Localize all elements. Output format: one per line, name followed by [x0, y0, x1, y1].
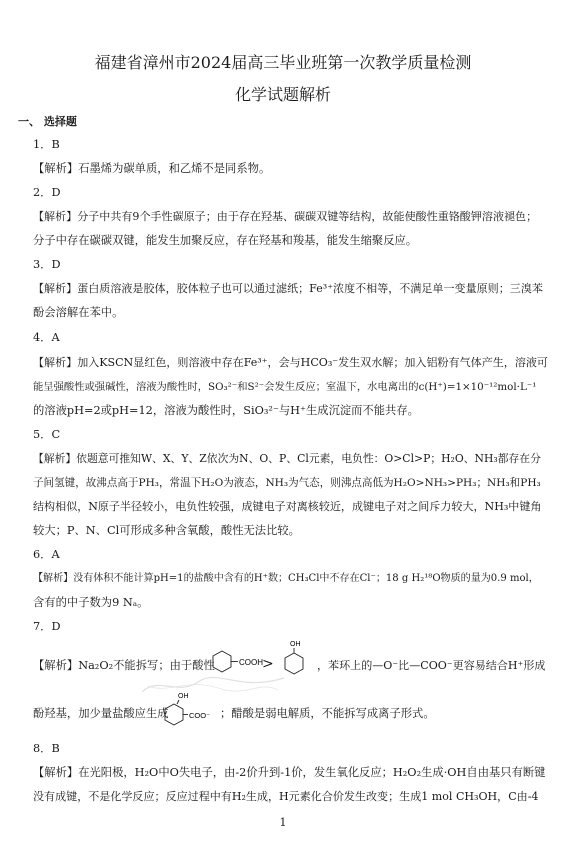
analysis-line: 【解析】加入KSCN显红色，则溶液中存在Fe³⁺，会与HCO₃⁻发生双水解；加入铝粉有气体产生，溶液可	[33, 356, 548, 369]
analysis-line: 【解析】分子中共有9个手性碳原子；由于存在羟基、碳碳双键等结构，故能使酸性重铬酸钾溶液褪色；	[33, 210, 538, 223]
analysis-line: ，苯环上的—O⁻比—COO⁻更容易结合H⁺形成	[317, 659, 546, 672]
analysis-line: 【解析】石墨烯为碳单质，和乙烯不是同系物。	[33, 162, 271, 175]
analysis-line: 酚会溶解在苯中。	[33, 306, 124, 319]
analysis-line: 没有成键，不是化学反应；反应过程中有H₂生成，H元素化合价发生改变；生成1 mol CH₃OH，C由-4	[33, 790, 539, 803]
answer-8: 8．B	[33, 742, 60, 755]
answer-5: 5．C	[33, 428, 61, 441]
coo-label: COO⁻	[189, 711, 211, 720]
analysis-line: 【解析】蛋白质溶液是胶体，胶体粒子也可以通过滤纸；Fe³⁺浓度不相等，不满足单一变量原则；三溴苯	[33, 282, 543, 295]
analysis-line: 含有的中子数为9 Nₐ。	[33, 596, 149, 609]
oh-label: OH	[178, 693, 189, 700]
analysis-line: 分子中存在碳碳双键，能发生加聚反应，存在羟基和羧基，能发生缩聚反应。	[33, 234, 418, 247]
analysis-line: 较大；P、N、Cl可形成多种含氧酸，酸性无法比较。	[33, 524, 300, 537]
cooh-label: COOH	[239, 658, 263, 667]
analysis-line: 【解析】Na₂O₂不能拆写；由于酸性	[33, 659, 215, 672]
analysis-line: 结构相似，N原子半径较小，电负性较强，成键电子对离核较近，成键电子对之间斥力较大，NH₃中键角	[33, 500, 542, 513]
analysis-line: 能呈强酸性或强碱性，溶液为酸性时，SO₃²⁻和S²⁻会发生反应；室温下，水电离出的c(H⁺)=1×10⁻¹²mol·L⁻¹	[33, 381, 537, 393]
section-heading: 一、 选择题	[18, 115, 77, 128]
oh-label: OH	[290, 641, 301, 648]
greater-than: >	[262, 656, 274, 672]
answer-3: 3．D	[33, 258, 61, 271]
watermark-stamp	[138, 672, 288, 698]
analysis-line: 【解析】没有体积不能计算pH=1的盐酸中含有的H⁺数；CH₃Cl中不存在Cl⁻；18 g H₂¹⁸O物质的量为0.9 mol，	[33, 573, 539, 584]
answer-6: 6．A	[33, 548, 60, 561]
answer-4: 4．A	[33, 331, 60, 344]
answer-1: 1．B	[33, 138, 60, 151]
answer-2: 2．D	[33, 186, 61, 199]
analysis-line: 酚羟基，加少量盐酸应生成	[33, 707, 169, 720]
answer-7: 7．D	[33, 620, 61, 633]
analysis-line: 的溶液pH=2或pH=12，溶液为酸性时，SiO₃²⁻与H⁺生成沉淀而不能共存。	[33, 404, 419, 417]
analysis-line: 【解析】在光阳极，H₂O中O失电子，由-2价升到-1价，发生氧化反应；H₂O₂生成·OH自由基只有断键	[33, 766, 546, 779]
analysis-line: 【解析】依题意可推知W、X、Y、Z依次为N、O、P、Cl元素，电负性：O>Cl>P；H₂O、NH₃都存在分	[33, 452, 541, 465]
analysis-line: ；醋酸是弱电解质，不能拆写成离子形式。	[220, 707, 435, 720]
document-subtitle: 化学试题解析	[234, 85, 331, 104]
analysis-line: 子间氢键，故沸点高于PH₃，常温下H₂O为液态，NH₃为气态，则沸点高低为H₂O>NH₃>PH₃；NH₃和PH₃	[33, 477, 541, 489]
page-number: 1	[279, 816, 287, 829]
document-title: 福建省漳州市2024届高三毕业班第一次教学质量检测	[94, 53, 472, 72]
